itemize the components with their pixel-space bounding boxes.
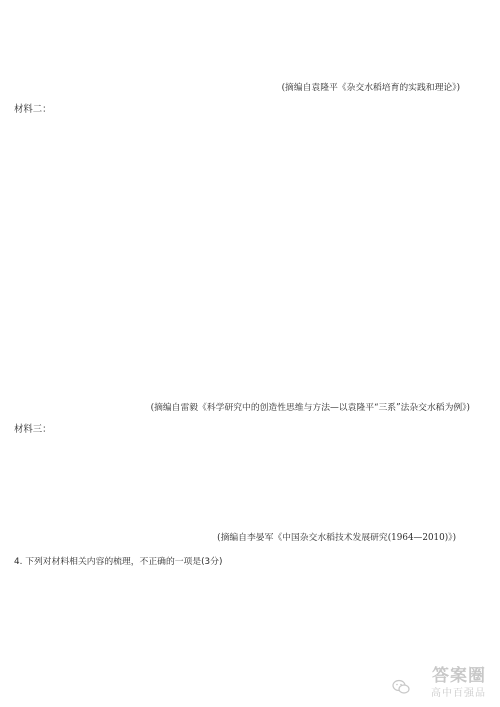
watermark	[392, 659, 488, 703]
source-3: (摘编自李晏军《中国杂交水稻技术发展研究(1964—2010)》)	[217, 533, 456, 543]
heading-material-3: 材料三：	[14, 424, 52, 435]
source-2: (摘编自雷毅《科学研究中的创造性思维与方法—以袁隆平“三系”法杂交水稻为例》)	[150, 403, 470, 413]
watermark-logo-text: 答案圈	[432, 666, 486, 686]
question-4: 4. 下列对材料相关内容的梳理，不正确的一项是(3分)	[14, 557, 223, 567]
wechat-icon	[392, 679, 410, 695]
source-1: (摘编自袁隆平《杂交水稻培育的实践和理论》)	[281, 83, 460, 93]
heading-material-2: 材料二：	[14, 104, 52, 115]
watermark-subtitle: 高中百强品	[431, 688, 486, 699]
